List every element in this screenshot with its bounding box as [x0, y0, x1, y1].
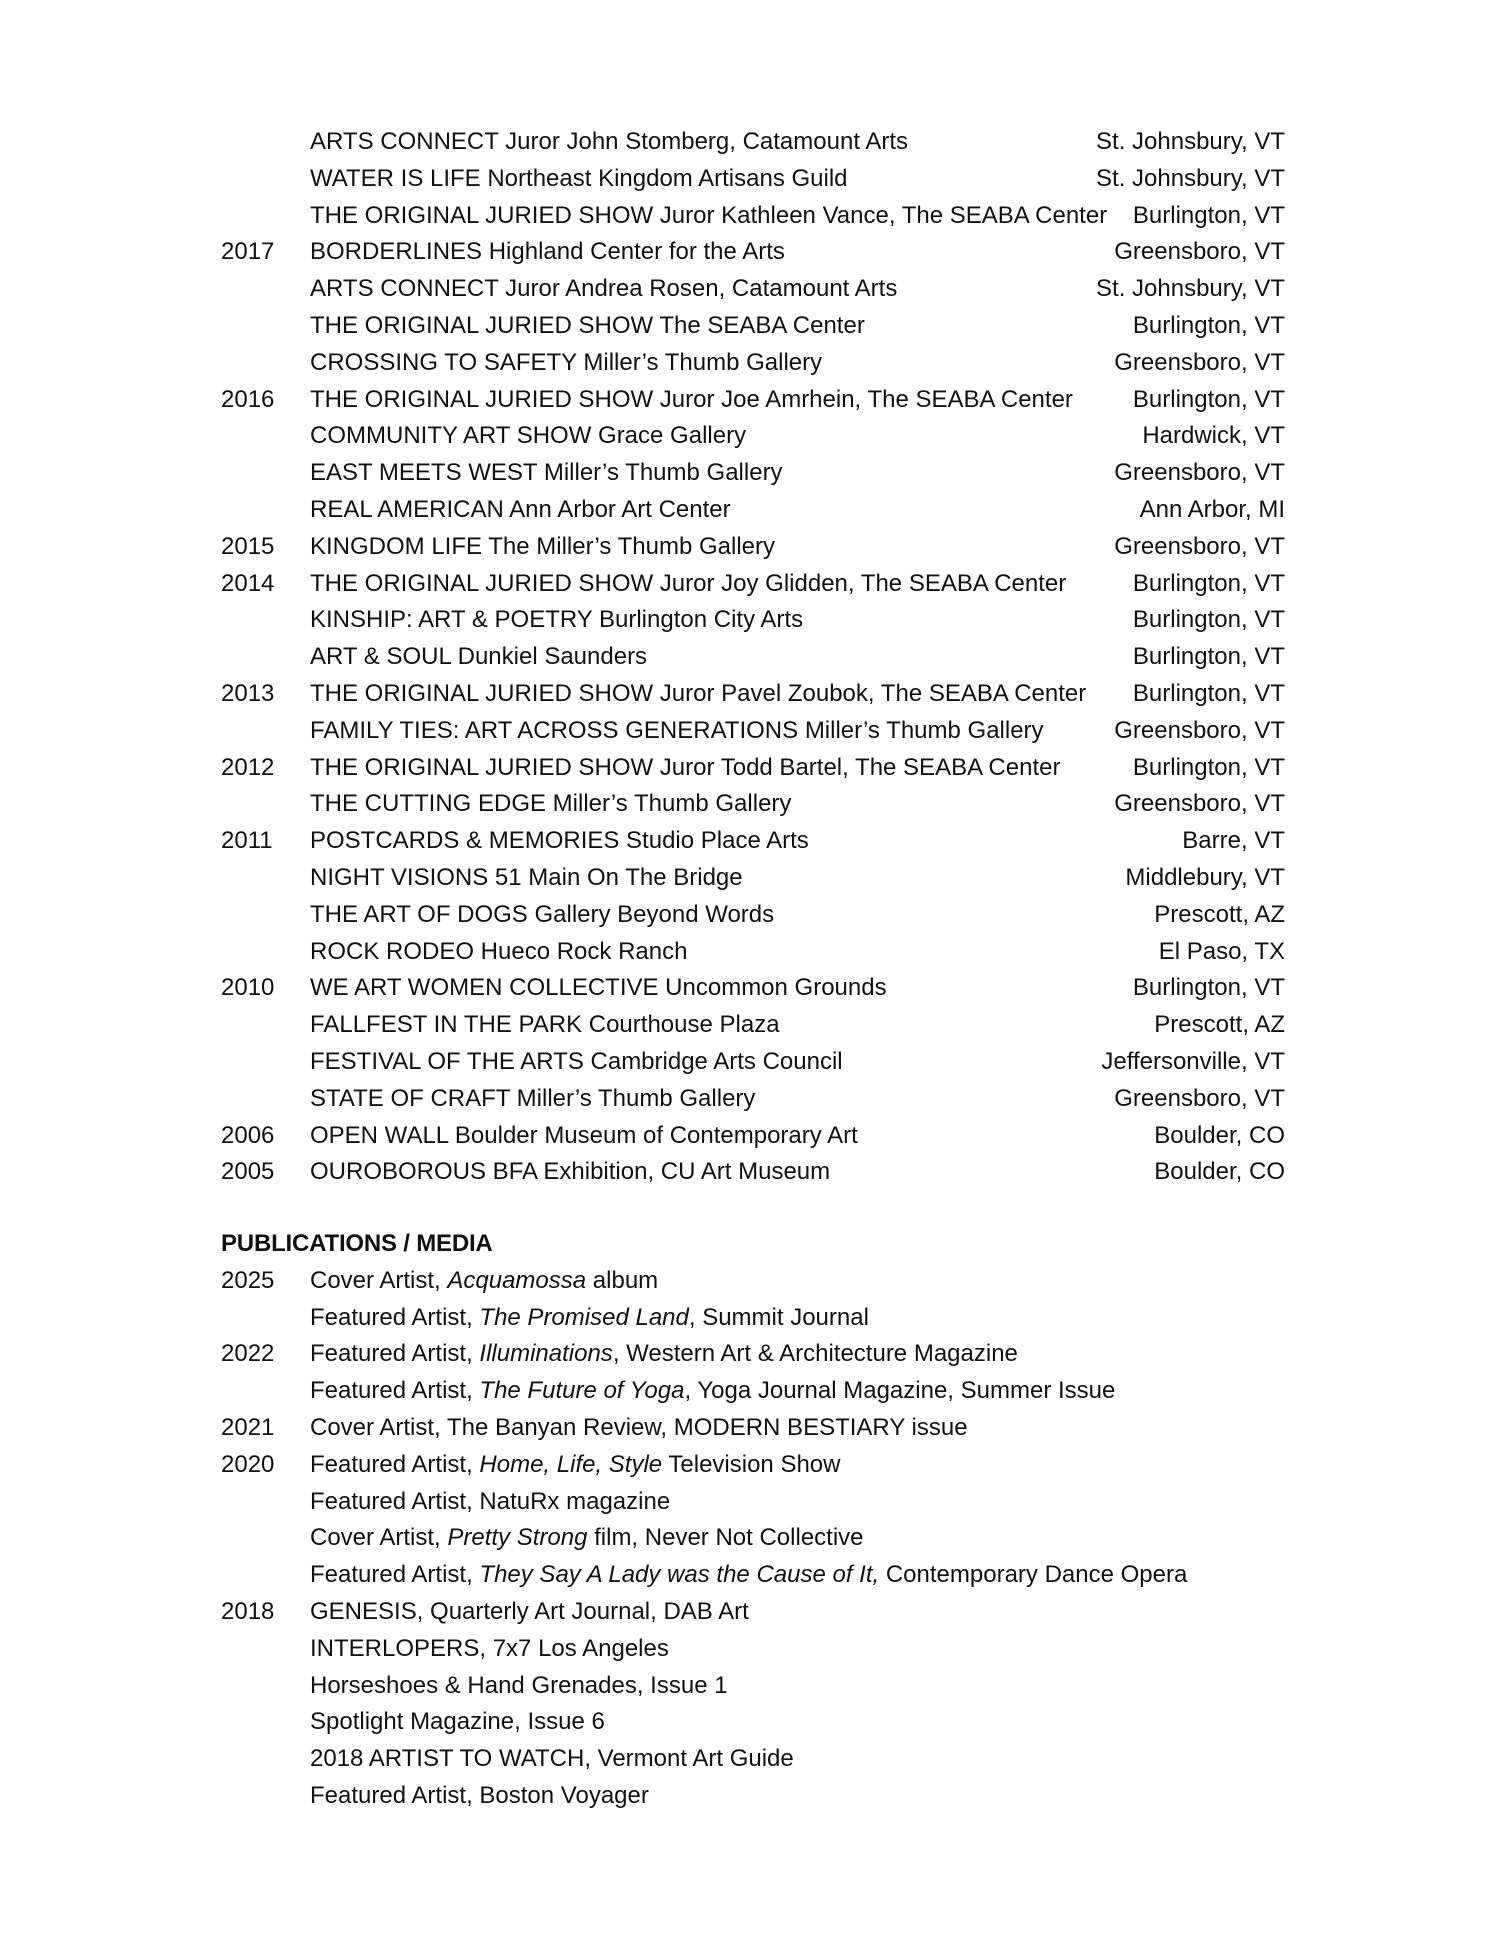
publication-row: [0, 1484, 1500, 1521]
exhibition-title: FESTIVAL OF THE ARTS Cambridge Arts Council: [310, 1047, 843, 1075]
publication-row: [0, 1704, 1500, 1741]
exhibition-title: THE ORIGINAL JURIED SHOW Juror Pavel Zoubok, The SEABA Center: [310, 679, 1087, 707]
publication-row: [0, 1520, 1500, 1557]
exhibition-location: Ann Arbor, MI: [1139, 495, 1285, 523]
exhibition-title: ARTS CONNECT Juror Andrea Rosen, Catamount Arts: [310, 275, 898, 303]
exhibition-year: 2006: [221, 1121, 275, 1149]
exhibition-location: St. Johnsbury, VT: [1096, 128, 1285, 155]
publication-text: Featured Artist, NatuRx magazine: [310, 1487, 671, 1515]
exhibition-row: [0, 786, 1500, 823]
publication-row: [0, 1410, 1500, 1447]
exhibition-location: Prescott, AZ: [1154, 1011, 1285, 1039]
publication-text: Featured Artist, Home, Life, Style Television Show: [310, 1450, 841, 1478]
exhibition-location: Greensboro, VT: [1114, 716, 1285, 744]
exhibition-location: St. Johnsbury, VT: [1096, 164, 1285, 192]
exhibition-title: WATER IS LIFE Northeast Kingdom Artisans Guild: [310, 164, 848, 192]
exhibition-location: Burlington, VT: [1132, 311, 1285, 339]
exhibition-title: COMMUNITY ART SHOW Grace Gallery: [310, 422, 747, 450]
exhibition-row: [0, 198, 1500, 235]
exhibition-location: Burlington, VT: [1132, 643, 1285, 671]
exhibition-location: Boulder, CO: [1154, 1158, 1285, 1186]
exhibition-location: Hardwick, VT: [1142, 422, 1285, 450]
exhibition-location: El Paso, TX: [1158, 937, 1285, 965]
publication-text: GENESIS, Quarterly Art Journal, DAB Art: [310, 1597, 749, 1625]
publication-row: [0, 1594, 1500, 1631]
exhibition-location: Burlington, VT: [1132, 753, 1285, 781]
exhibition-location: Burlington, VT: [1132, 385, 1285, 413]
exhibition-row: [0, 271, 1500, 308]
exhibition-title: REAL AMERICAN Ann Arbor Art Center: [310, 495, 731, 523]
exhibition-title: THE ART OF DOGS Gallery Beyond Words: [310, 900, 775, 928]
exhibition-location: Greensboro, VT: [1114, 459, 1285, 487]
exhibition-row: [0, 418, 1500, 455]
exhibitions-list: [0, 124, 1500, 1191]
exhibition-title: THE ORIGINAL JURIED SHOW Juror Kathleen Vance, The SEABA Center: [310, 201, 1108, 229]
publication-year: 2022: [221, 1340, 275, 1368]
exhibition-row: [0, 713, 1500, 750]
exhibition-row: [0, 492, 1500, 529]
exhibition-location: Jeffersonville, VT: [1101, 1047, 1285, 1075]
publication-text: Featured Artist, They Say A Lady was the Cause of It, Contemporary Dance Opera: [310, 1561, 1188, 1589]
exhibition-location: Greensboro, VT: [1114, 1084, 1285, 1112]
exhibition-title: THE ORIGINAL JURIED SHOW Juror Todd Bartel, The SEABA Center: [310, 753, 1061, 781]
publication-text: Horseshoes & Hand Grenades, Issue 1: [310, 1671, 728, 1699]
exhibition-row: [0, 1118, 1500, 1155]
publications-list: [0, 1263, 1500, 1815]
publication-row: [0, 1778, 1500, 1815]
exhibition-title: KINGDOM LIFE The Miller’s Thumb Gallery: [310, 532, 776, 560]
publication-year: 2025: [221, 1266, 275, 1294]
exhibition-title: FAMILY TIES: ART ACROSS GENERATIONS Miller’s Thumb Gallery: [310, 716, 1044, 744]
publication-text: Featured Artist, Illuminations, Western Art & Architecture Magazine: [310, 1340, 1018, 1368]
publication-row: [0, 1263, 1500, 1300]
exhibition-row: [0, 934, 1500, 971]
exhibition-title: THE ORIGINAL JURIED SHOW Juror Joe Amrhein, The SEABA Center: [310, 385, 1073, 413]
exhibition-row: [0, 529, 1500, 566]
exhibition-title: THE ORIGINAL JURIED SHOW The SEABA Center: [310, 311, 865, 339]
publication-year: 2020: [221, 1450, 275, 1478]
exhibition-row: [0, 897, 1500, 934]
exhibition-title: ARTS CONNECT Juror John Stomberg, Catamount Arts: [310, 128, 908, 155]
publication-row: [0, 1557, 1500, 1594]
publication-row: [0, 1668, 1500, 1705]
publication-text: 2018 ARTIST TO WATCH, Vermont Art Guide: [310, 1745, 794, 1773]
exhibition-year: 2010: [221, 974, 275, 1002]
exhibition-location: Greensboro, VT: [1114, 532, 1285, 560]
exhibition-title: POSTCARDS & MEMORIES Studio Place Arts: [310, 827, 809, 855]
exhibition-row: [0, 345, 1500, 382]
publication-text: Featured Artist, The Future of Yoga, Yoga Journal Magazine, Summer Issue: [310, 1377, 1116, 1405]
publication-row: [0, 1336, 1500, 1373]
exhibition-year: 2005: [221, 1158, 275, 1186]
exhibition-row: [0, 860, 1500, 897]
publication-row: [0, 1300, 1500, 1337]
exhibition-row: [0, 382, 1500, 419]
exhibition-year: 2013: [221, 679, 275, 707]
exhibition-title: THE CUTTING EDGE Miller’s Thumb Gallery: [310, 790, 792, 818]
publication-text: Cover Artist, Pretty Strong film, Never Not Collective: [310, 1524, 864, 1552]
exhibition-title: ART & SOUL Dunkiel Saunders: [310, 643, 648, 671]
exhibition-location: Greensboro, VT: [1114, 790, 1285, 818]
exhibition-year: 2015: [221, 532, 275, 560]
exhibition-location: Burlington, VT: [1132, 606, 1285, 634]
exhibition-year: 2017: [221, 238, 275, 266]
exhibition-location: Barre, VT: [1182, 827, 1285, 855]
exhibition-row: [0, 639, 1500, 676]
exhibition-row: [0, 602, 1500, 639]
exhibition-row: [0, 676, 1500, 713]
exhibition-title: EAST MEETS WEST Miller’s Thumb Gallery: [310, 459, 783, 487]
exhibition-title: KINSHIP: ART & POETRY Burlington City Arts: [310, 606, 804, 634]
publication-row: [0, 1631, 1500, 1668]
publication-year: 2018: [221, 1597, 275, 1625]
exhibition-row: [0, 455, 1500, 492]
exhibition-row: [0, 161, 1500, 198]
exhibition-location: Burlington, VT: [1132, 679, 1285, 707]
publication-text: Featured Artist, Boston Voyager: [310, 1781, 649, 1809]
publication-text: Spotlight Magazine, Issue 6: [310, 1708, 605, 1736]
publication-row: [0, 1447, 1500, 1484]
exhibition-title: OUROBOROUS BFA Exhibition, CU Art Museum: [310, 1158, 831, 1186]
publication-text: Cover Artist, Acquamossa album: [310, 1266, 659, 1294]
section-heading: PUBLICATIONS / MEDIA: [221, 1230, 493, 1257]
exhibition-year: 2014: [221, 569, 275, 597]
exhibition-location: Middlebury, VT: [1125, 863, 1285, 891]
exhibition-row: [0, 1081, 1500, 1118]
exhibition-title: WE ART WOMEN COLLECTIVE Uncommon Grounds: [310, 974, 887, 1002]
publication-row: [0, 1373, 1500, 1410]
exhibition-location: Burlington, VT: [1132, 569, 1285, 597]
exhibition-location: Burlington, VT: [1132, 201, 1285, 229]
exhibition-row: [0, 124, 1500, 161]
publication-year: 2021: [221, 1413, 275, 1441]
exhibition-location: Prescott, AZ: [1154, 900, 1285, 928]
exhibition-title: OPEN WALL Boulder Museum of Contemporary Art: [310, 1121, 858, 1149]
exhibition-year: 2016: [221, 385, 275, 413]
exhibition-title: ROCK RODEO Hueco Rock Ranch: [310, 937, 688, 965]
exhibition-row: [0, 308, 1500, 345]
exhibition-row: [0, 566, 1500, 603]
exhibition-year: 2011: [221, 827, 273, 855]
exhibition-title: FALLFEST IN THE PARK Courthouse Plaza: [310, 1011, 780, 1039]
exhibition-title: STATE OF CRAFT Miller’s Thumb Gallery: [310, 1084, 756, 1112]
exhibition-location: Burlington, VT: [1132, 974, 1285, 1002]
exhibition-title: CROSSING TO SAFETY Miller’s Thumb Gallery: [310, 348, 823, 376]
exhibition-location: Greensboro, VT: [1114, 348, 1285, 376]
publication-text: Featured Artist, The Promised Land, Summit Journal: [310, 1303, 869, 1331]
exhibition-row: [0, 1044, 1500, 1081]
publication-text: Cover Artist, The Banyan Review, MODERN BESTIARY issue: [310, 1413, 968, 1441]
publication-row: [0, 1741, 1500, 1778]
exhibition-year: 2012: [221, 753, 275, 781]
exhibition-location: Boulder, CO: [1154, 1121, 1285, 1149]
exhibition-location: St. Johnsbury, VT: [1096, 275, 1285, 303]
publication-text: INTERLOPERS, 7x7 Los Angeles: [310, 1634, 669, 1662]
exhibition-location: Greensboro, VT: [1114, 238, 1285, 266]
exhibition-row: [0, 234, 1500, 271]
exhibition-row: [0, 1154, 1500, 1191]
exhibition-row: [0, 823, 1500, 860]
exhibition-row: [0, 1007, 1500, 1044]
exhibition-title: BORDERLINES Highland Center for the Arts: [310, 238, 785, 266]
exhibition-row: [0, 750, 1500, 787]
exhibition-title: THE ORIGINAL JURIED SHOW Juror Joy Glidden, The SEABA Center: [310, 569, 1067, 597]
exhibition-row: [0, 970, 1500, 1007]
exhibition-title: NIGHT VISIONS 51 Main On The Bridge: [310, 863, 743, 891]
